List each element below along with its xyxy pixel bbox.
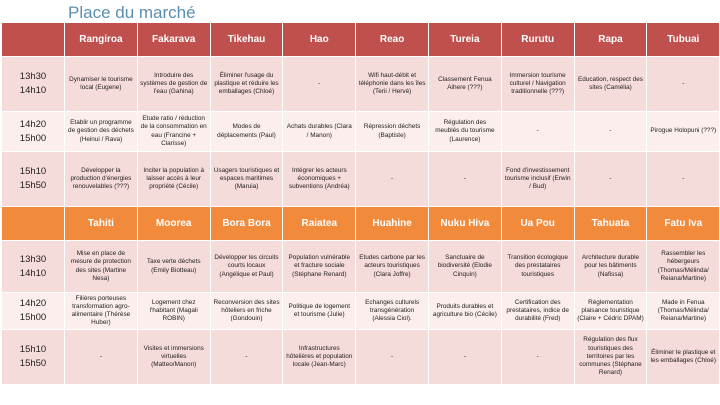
session-cell: Etablir un programme de gestion des déchets (Heinui / Rava) [65,112,138,152]
session-cell: Education, respect des sites (Camélia) [574,57,647,112]
session-cell: - [210,330,283,385]
table-row [2,330,720,385]
session-cell: Rassembler les hébergeurs (Thomas/Mélinda/ Reiana/Martine) [647,241,720,293]
time-end: 15h50 [19,180,47,191]
session-cell: Développer la production d'énergies renouvelables (???) [65,152,138,207]
session-cell: Éliminer le plastique et les emballages (Chloé) [647,330,720,385]
island-header: Ua Pou [501,207,574,241]
time-start: 15h10 [19,344,47,355]
session-cell: Echanges culturels transgénération (Alessia Ciol). [356,293,429,330]
session-cell: Répression déchets (Baptiste) [356,112,429,152]
island-header: Reao [356,23,429,57]
time-start: 14h20 [19,298,47,309]
island-header: Tahuata [574,207,647,241]
session-cell: Modes de déplacements (Paul) [210,112,283,152]
session-cell: Transition écologique des prestataires touristiques [501,241,574,293]
time-slot [2,112,65,152]
time-start: 14h20 [19,118,47,130]
session-cell: Immersion tourisme culturel / Navigation traditionnelle (???) [501,57,574,112]
island-header: Tikehau [210,23,283,57]
header-row-section-1 [2,23,720,57]
session-cell: Classement Fenua Aihere (???) [428,57,501,112]
session-cell: Fond d'investissement tourisme inclusif (Erwin / Bud) [501,152,574,207]
table-row [2,112,720,152]
time-slot [2,241,65,293]
session-cell: Dynamiser le tourisme local (Eugene) [65,57,138,112]
time-slot [2,293,65,330]
session-cell: - [65,330,138,385]
island-header: Fakarava [137,23,210,57]
table-row [2,241,720,293]
table-row [2,57,720,112]
time-start: 15h10 [19,166,47,177]
session-cell: - [501,112,574,152]
time-slot [2,57,65,112]
time-slot [2,330,65,385]
session-cell: Développer les circuits courts locaux (Angélique et Paul) [210,241,283,293]
island-header: Raiatea [283,207,356,241]
header-row-section-2 [2,207,720,241]
session-cell: - [428,330,501,385]
session-cell: Régulation des meublés du tourisme (Laurence) [428,112,501,152]
time-end: 14h10 [19,267,47,279]
session-cell: Logement chez l'habitant (Magali ROBIN) [137,293,210,330]
page-title: Place du marché [68,3,196,22]
schedule-table [1,22,720,385]
table-row [2,293,720,330]
island-header: Tureia [428,23,501,57]
session-cell: - [574,152,647,207]
island-header: Rangiroa [65,23,138,57]
session-cell: Architecture durable pour les bâtiments (Nafissa) [574,241,647,293]
table-row [2,152,720,207]
island-header: Fatu Iva [647,207,720,241]
session-cell: Intégrer les acteurs économiques + subventions (Andréa) [283,152,356,207]
time-slot [2,152,65,207]
session-cell: Produits durables et agriculture bio (Cécile) [428,293,501,330]
session-cell: Taxe verte déchets (Emily Biotteau) [137,241,210,293]
session-cell: - [283,57,356,112]
island-header: Rurutu [501,23,574,57]
time-end: 15h00 [19,312,47,323]
session-cell: Infrastructures hôtelières et population locale (Jean-Marc) [283,330,356,385]
session-cell: Etude ratio / réduction de la consommation en eau (Francine + Clarisse) [137,112,210,152]
session-cell: Wifi haut-débit et téléphonie dans les îles (Terii / Hervé) [356,57,429,112]
time-end: 14h10 [19,85,47,96]
island-header: Hao [283,23,356,57]
session-cell: Reconversion des sites hôteliers en friche (Gondouin) [210,293,283,330]
session-cell: Politique de logement et tourisme (Julie) [283,293,356,330]
island-header: Moorea [137,207,210,241]
time-start: 13h30 [19,71,47,82]
session-cell: Inciter la population à laisser accès à leur propriété (Cécile) [137,152,210,207]
island-header: Huahine [356,207,429,241]
island-header: Nuku Hiva [428,207,501,241]
island-header: Tubuai [647,23,720,57]
session-cell: - [574,112,647,152]
session-cell: - [428,152,501,207]
session-cell: Régulation des flux touristiques des territoires par les communes (Stéphane Renard) [574,330,647,385]
header-corner [2,23,65,57]
island-header: Bora Bora [210,207,283,241]
header-corner [2,207,65,241]
session-cell: - [356,330,429,385]
session-cell: Usagers touristiques et espaces maritimes (Maruia) [210,152,283,207]
session-cell: - [647,152,720,207]
session-cell: Pirogue Holopuni (???) [647,112,720,152]
session-cell: Filières porteuses transformation agro-alimentaire (Thérèse Huber) [65,293,138,330]
session-cell: Introduire des systèmes de gestion de l'eau (Gahina) [137,57,210,112]
session-cell: - [356,152,429,207]
session-cell: Achats durables (Clara / Manon) [283,112,356,152]
session-cell: Sanctuaire de biodiversité (Elodie Cinquin) [428,241,501,293]
session-cell: Réglementation plaisance touristique (Claire + Cédric DPAM) [574,293,647,330]
island-header: Rapa [574,23,647,57]
session-cell: Mise en place de mesure de protection des sites (Martine Nesa) [65,241,138,293]
session-cell: Population vulnérable et fracture sociale (Stéphane Renard) [283,241,356,293]
session-cell: - [647,57,720,112]
time-end: 15h00 [19,132,47,144]
time-end: 15h50 [19,358,47,369]
session-cell: Certification des prestataires, indice de durabilité (Fred) [501,293,574,330]
time-start: 13h30 [19,253,47,265]
session-cell: Visites et immersions virtuelles (Matteo/Manon) [137,330,210,385]
session-cell: Éliminer l'usage du plastique et réduire les emballages (Chloé) [210,57,283,112]
session-cell: - [501,330,574,385]
session-cell: Made in Fenua (Thomas/Mélinda/ Reiana/Martine) [647,293,720,330]
session-cell: Etudes carbone par les acteurs touristiques (Clara Joffre) [356,241,429,293]
island-header: Tahiti [65,207,138,241]
